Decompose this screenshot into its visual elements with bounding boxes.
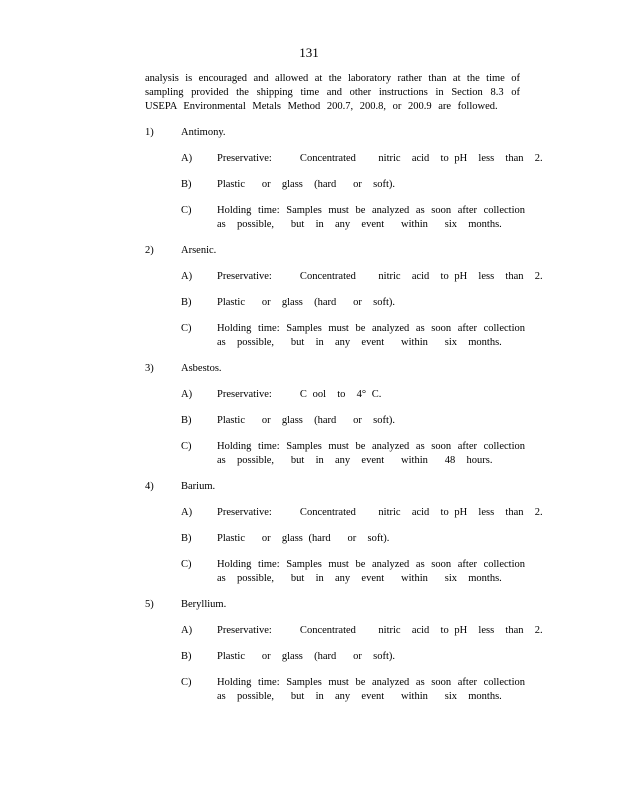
sub-item-text <box>217 414 525 428</box>
intro-line: USEPA Environmental Metals Method 200.7, 200.8, or 200.9 are followed. <box>145 101 498 112</box>
sub-item-line: Plastic or glass (hard or soft). <box>217 297 396 308</box>
sub-item-text <box>217 388 525 402</box>
sub-item-line: Plastic or glass (hard or soft). <box>217 651 396 662</box>
sub-item-text <box>217 270 543 284</box>
sub-item-letter: A) <box>181 153 193 164</box>
sub-item-line: Holding time: Samples must be analyzed as soon after collection <box>217 441 525 452</box>
page-number: 131 <box>299 45 319 60</box>
sub-item-letter: C) <box>181 323 192 334</box>
item-number: 5) <box>145 599 154 610</box>
sub-item-text <box>217 152 543 166</box>
item-number: 3) <box>145 363 154 374</box>
item-title: Asbestos. <box>181 363 222 374</box>
sub-item-line: as possible, but in any event within six months. <box>217 691 502 702</box>
item-number: 2) <box>145 245 154 256</box>
sub-item-letter: B) <box>181 533 192 544</box>
sub-item-line: Preservative: Concentrated nitric acid to pH less than 2. <box>217 625 543 636</box>
sub-item-text <box>217 506 543 520</box>
sub-item-line: as possible, but in any event within six months. <box>217 219 502 230</box>
sub-item-line: Preservative: Concentrated nitric acid to pH less than 2. <box>217 271 543 282</box>
sub-item-line: as possible, but in any event within six months. <box>217 573 502 584</box>
sub-item-line: Holding time: Samples must be analyzed as soon after collection <box>217 677 525 688</box>
sub-item-letter: C) <box>181 677 192 688</box>
sub-item-line: Holding time: Samples must be analyzed as soon after collection <box>217 559 525 570</box>
sub-item-letter: C) <box>181 205 192 216</box>
sub-item-line: Plastic or glass (hard or soft). <box>217 415 396 426</box>
sub-item-line: Preservative: Concentrated nitric acid to pH less than 2. <box>217 507 543 518</box>
intro-line: analysis is encouraged and allowed at the laboratory rather than at the time of <box>145 73 520 84</box>
sub-item-text <box>217 178 525 192</box>
sub-item-letter: A) <box>181 271 193 282</box>
sub-item-letter: C) <box>181 441 192 452</box>
sub-item-letter: B) <box>181 651 192 662</box>
sub-item-letter: A) <box>181 389 193 400</box>
sub-item-line: as possible, but in any event within six months. <box>217 337 502 348</box>
sub-item-text <box>217 676 525 704</box>
sub-item-line: as possible, but in any event within 48 hours. <box>217 455 493 466</box>
item-number: 4) <box>145 481 154 492</box>
sub-item-text <box>217 624 543 638</box>
item-number: 1) <box>145 127 154 138</box>
sub-item-text <box>217 322 525 350</box>
sub-item-text <box>217 204 525 232</box>
sub-item-text <box>217 650 525 664</box>
sub-item-letter: A) <box>181 625 193 636</box>
sub-item-text <box>217 532 525 546</box>
sub-item-letter: B) <box>181 415 192 426</box>
sub-item-line: Holding time: Samples must be analyzed as soon after collection <box>217 323 525 334</box>
sub-item-line: Preservative: C ool to 4° C. <box>217 389 382 400</box>
sub-item-line: Preservative: Concentrated nitric acid to pH less than 2. <box>217 153 543 164</box>
sub-item-letter: B) <box>181 179 192 190</box>
sub-item-text <box>217 558 525 586</box>
item-title: Arsenic. <box>181 245 217 256</box>
sub-item-line: Plastic or glass (hard or soft). <box>217 533 390 544</box>
sub-item-line: Plastic or glass (hard or soft). <box>217 179 396 190</box>
intro-paragraph <box>145 72 520 114</box>
sub-item-text <box>217 440 525 468</box>
item-title: Antimony. <box>181 127 226 138</box>
intro-line: sampling provided the shipping time and other instructions in Section 8.3 of <box>145 87 520 98</box>
item-title: Beryllium. <box>181 599 227 610</box>
sub-item-letter: C) <box>181 559 192 570</box>
item-title: Barium. <box>181 481 216 492</box>
sub-item-text <box>217 296 525 310</box>
sub-item-letter: A) <box>181 507 193 518</box>
sub-item-letter: B) <box>181 297 192 308</box>
sub-item-line: Holding time: Samples must be analyzed as soon after collection <box>217 205 525 216</box>
